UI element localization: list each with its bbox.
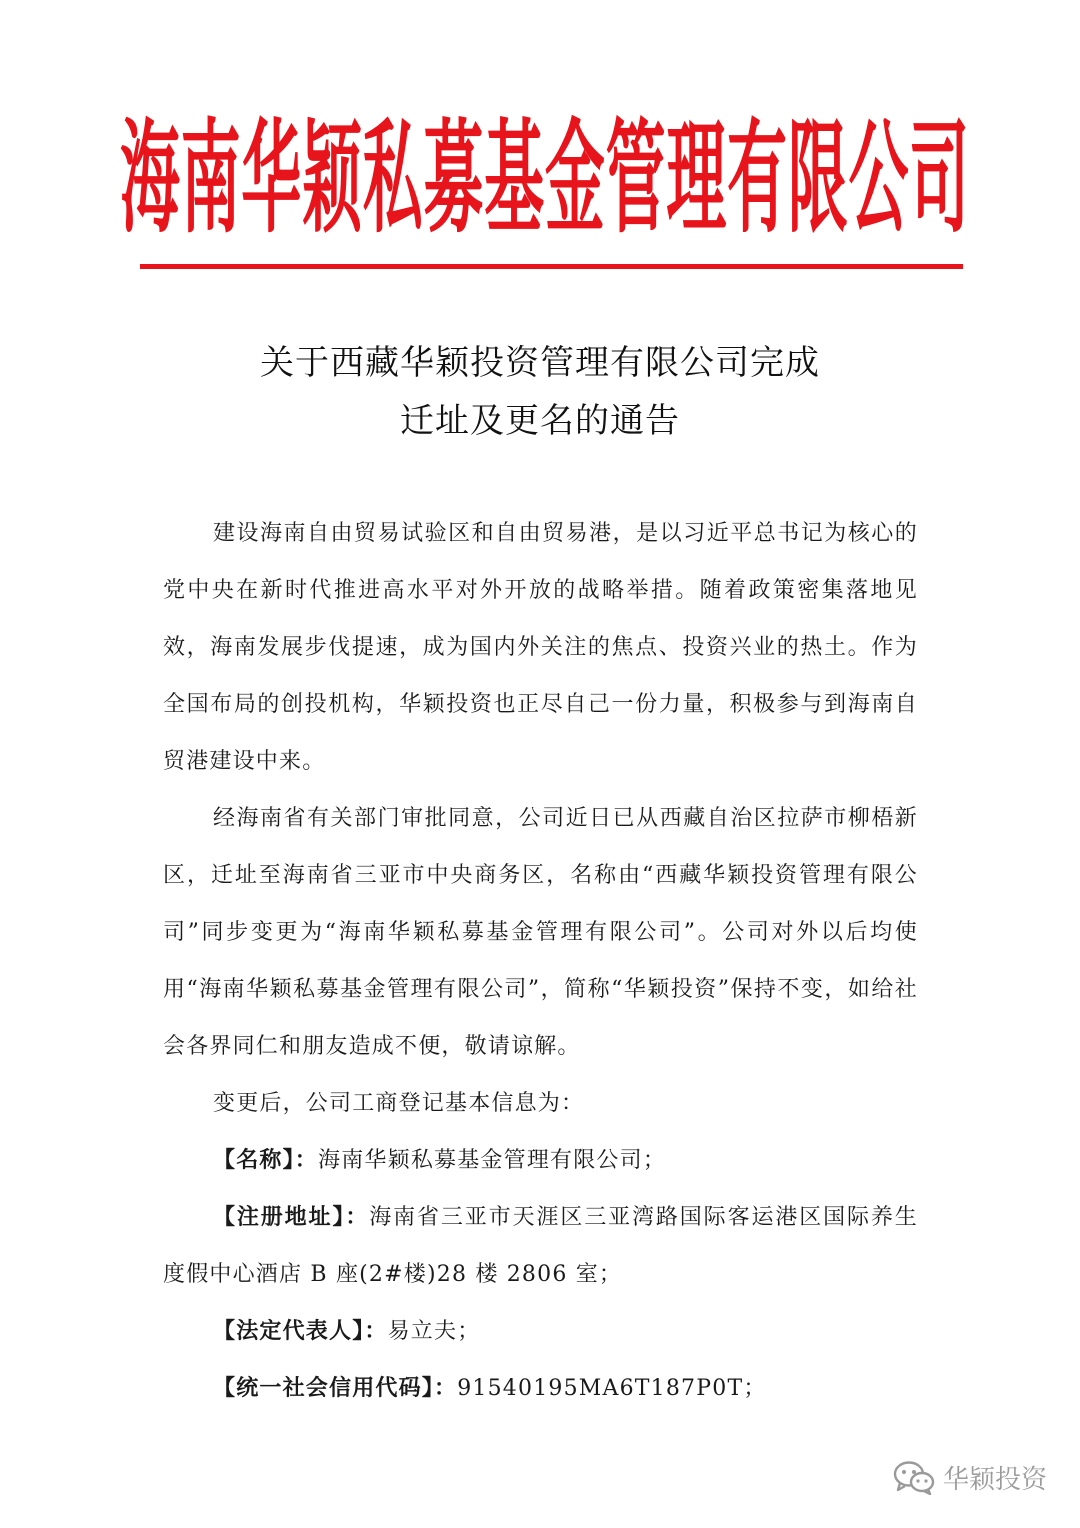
letterhead-company-name-text: 海南华颖私募基金管理有限公司: [120, 107, 970, 251]
body-paragraph-2: 经海南省有关部门审批同意，公司近日已从西藏自治区拉萨市柳梧新区，迁址至海南省三亚市中央商务区，名称由“西藏华颖投资管理有限公司”同步变更为“海南华颖私募基金管理有限公司”。公司对外以后均使用“海南华颖私募基金管理有限公司”，简称“华颖投资”保持不变，如给社会各界同仁和朋友造成不便，敬请谅解。: [163, 806, 918, 1059]
notice-title-line2: 迁址及更名的通告: [400, 401, 680, 441]
body-paragraph-1: 建设海南自由贸易试验区和自由贸易港，是以习近平总书记为核心的党中央在新时代推进高水平对外开放的战略举措。随着政策密集落地见效，海南发展步伐提速，成为国内外关注的焦点、投资兴业的热土。作为全国布局的创投机构，华颖投资也正尽自己一份力量，积极参与到海南自贸港建设中来。: [163, 521, 918, 774]
wechat-watermark: [893, 1455, 1047, 1499]
body-paragraph-3: 变更后，公司工商登记基本信息为：: [213, 1091, 585, 1116]
field-legal-rep: [163, 1303, 918, 1360]
notice-title-line1: 关于西藏华颖投资管理有限公司完成: [260, 343, 820, 383]
field-address: [163, 1189, 918, 1303]
watermark-text: 华颖投资: [943, 1464, 1048, 1495]
field-legal-rep-label: 【法定代表人】：: [213, 1318, 388, 1344]
letterhead-company-name: [120, 100, 970, 260]
field-credit-code-label: 【统一社会信用代码】：: [213, 1375, 458, 1401]
field-credit-code-value: 91540195MA6T187P0T；: [457, 1376, 767, 1401]
letterhead-red-rule: [140, 264, 963, 269]
field-credit-code: [163, 1360, 918, 1417]
field-legal-rep-value: 易立夫；: [387, 1319, 481, 1344]
wechat-icon: [893, 1459, 935, 1495]
field-address-value: 海南省三亚市天涯区三亚湾路国际客运港区国际养生度假中心酒店 B 座(2#楼)28 楼 2806 室；: [163, 1205, 918, 1287]
notice-body: [163, 505, 918, 1417]
field-name-label: 【名称】：: [213, 1147, 319, 1173]
field-name-value: 海南华颖私募基金管理有限公司；: [318, 1148, 667, 1173]
field-name: [163, 1132, 918, 1189]
field-address-label: 【注册地址】：: [213, 1204, 370, 1230]
